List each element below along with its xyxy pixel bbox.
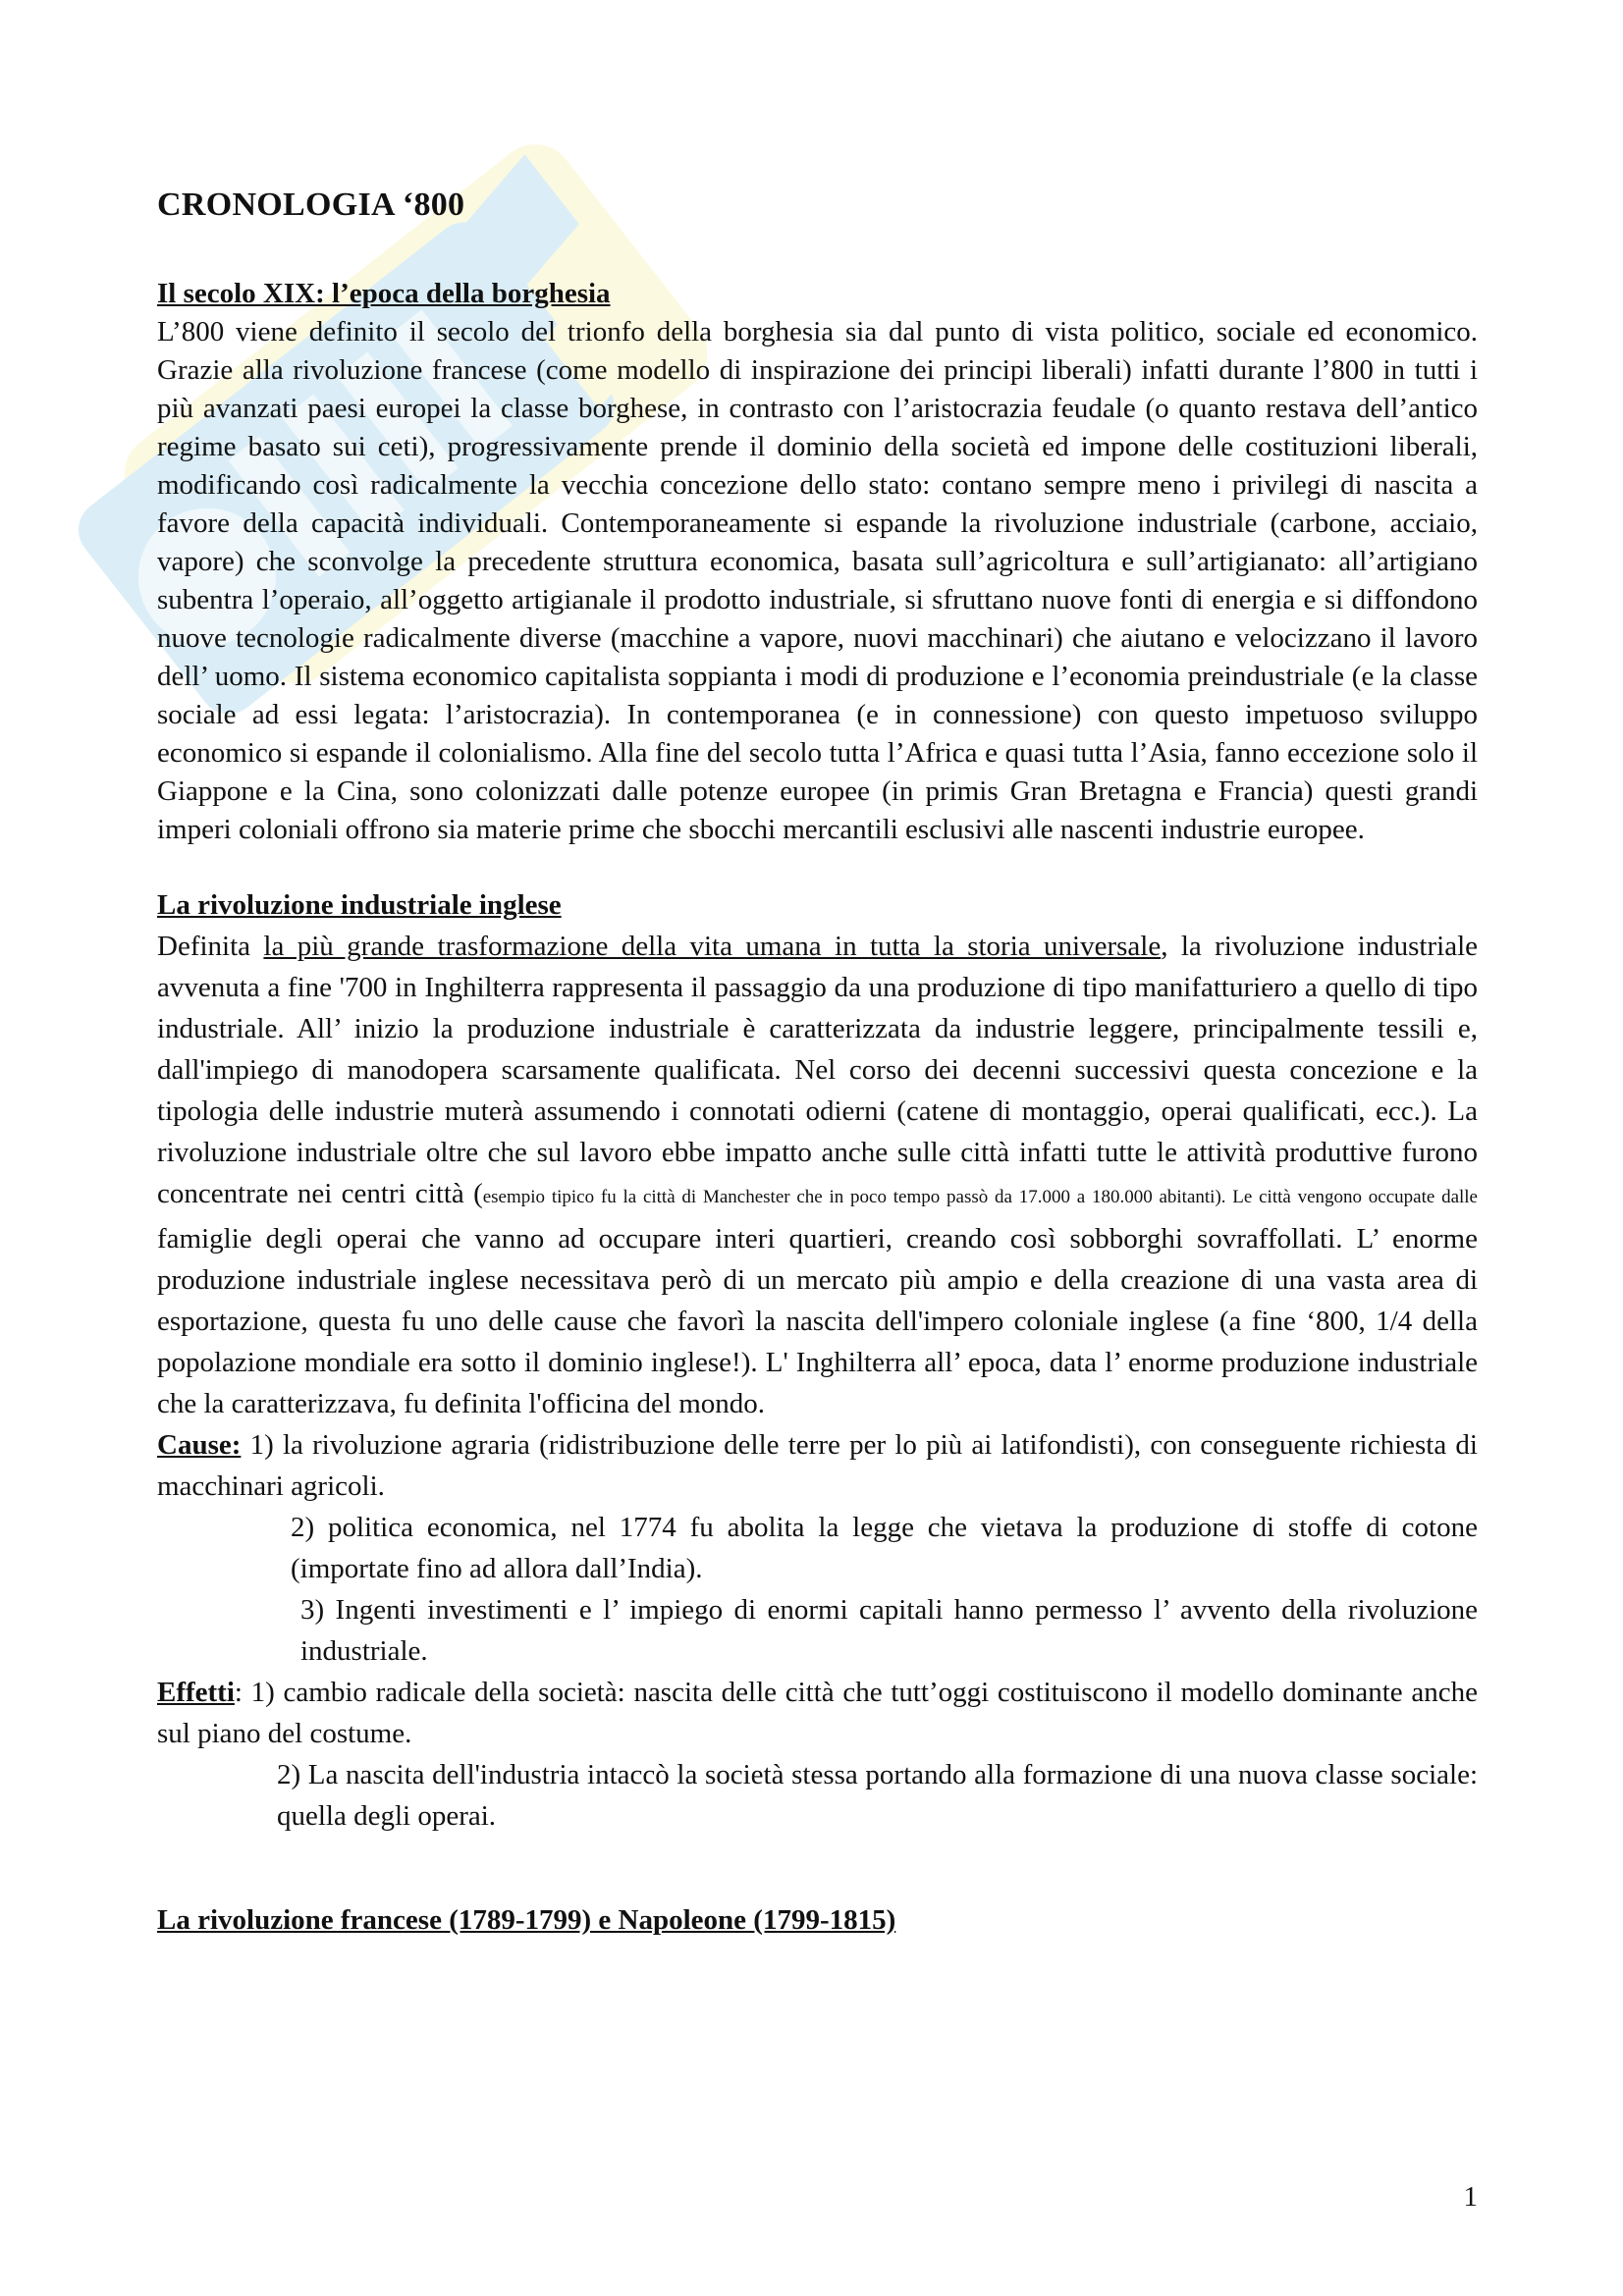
intro-text: , la rivoluzione industriale avvenuta a fine '700 in Inghilterra rappresenta il passaggio da una produzione di tipo manifatturiero a quello di tipo industriale. All’ inizio la produzione industriale è caratterizzata da industrie leggere, principalmente tessili e, dall'impiego di manodopera scarsamente qualificata. Nel corso dei decenni successivi questa concezione e la tipologia delle industrie muterà assumendo i connotati odierni (catene di montaggio, operai qualificati, ecc.). La rivoluzione industriale oltre che sul lavoro ebbe impatto anche sulle città infatti tutte le attività produttive furono concentrate nei centri città ( [157, 931, 1478, 1209]
section-paragraph [157, 926, 1478, 1424]
intro-end: famiglie degli operai che vanno ad occupare interi quartieri, creando così sobborghi sovraffollati. L’ enorme produzione industriale inglese necessitava però di un mercato più ampio e della creazione di una vasta area di esportazione, questa fu uno delle cause che favorì la nascita dell'impero coloniale inglese (a fine ‘800, 1/4 della popolazione mondiale era sotto il dominio inglese!). L' Inghilterra all’ epoca, data l’ enorme produzione industriale che la caratterizzava, fu definita l'officina del mondo. [157, 1223, 1478, 1419]
intro-prefix: Definita [157, 931, 264, 962]
document-title: CRONOLOGIA ‘800 [157, 187, 465, 223]
effects-label: Effetti [157, 1677, 235, 1708]
section-borghesia [157, 275, 1478, 849]
effect-2: 2) La nascita dell'industria intaccò la società stessa portando alla formazione di una nuova classe sociale: quella degli operai. [277, 1759, 1478, 1832]
cause-2: 2) politica economica, nel 1774 fu abolita la legge che vietava la produzione di stoffe di cotone (importate fino ad allora dall’India). [291, 1512, 1478, 1584]
section-rivoluzione-industriale [157, 884, 1478, 1837]
small-note: esempio tipico fu la città di Manchester che in poco tempo passò da 17.000 a 180.000 abitanti). Le città vengono occupate dalle [482, 1187, 1478, 1207]
section-heading: Il secolo XIX: l’epoca della borghesia [157, 278, 611, 309]
document-page [157, 187, 1478, 1940]
causes-paragraph [157, 1424, 1478, 1507]
section-rivoluzione-francese [157, 1901, 1478, 1940]
section-paragraph: L’800 viene definito il secolo del trionfo della borghesia sia dal punto di vista politico, sociale ed economico. Grazie alla rivoluzione francese (come modello di inspirazione dei principi liberali) infatti durante l’800 in tutti i più avanzati paesi europei la classe borghese, in contrasto con l’aristocrazia feudale (o quanto restava dell’antico regime basato sui ceti), progressivamente prende il dominio della società ed impone delle costituzioni liberali, modificando così radicalmente la vecchia concezione dello stato: contano sempre meno i privilegi di nascita a favore della capacità individuali. Contemporaneamente si espande la rivoluzione industriale (carbone, acciaio, vapore) che sconvolge la precedente struttura economica, basata sull’agricoltura e sull’artigianato: all’artigiano subentra l’operaio, all’oggetto artigianale il prodotto industriale, si sfruttano nuove fonti di energia e si diffondono nuove tecnologie radicalmente diverse (macchine a vapore, nuovi macchinari) che aiutano e velocizzano il lavoro dell’ uomo. Il sistema economico capitalista soppianta i modi di produzione e l’economia preindustriale (e la classe sociale ad essi legata: l’aristocrazia). In contemporanea (e in connessione) con questo impetuoso sviluppo economico si espande il colonialismo. Alla fine del secolo tutta l’Africa e quasi tutta l’Asia, fanno eccezione solo il Giappone e la Cina, sono colonizzati dalle potenze europee (in primis Gran Bretagna e Francia) questi grandi imperi coloniali offrono sia materie prime che sbocchi mercantili esclusivi alle nascenti industrie europee. [157, 316, 1478, 845]
cause-3: 3) Ingenti investimenti e l’ impiego di enormi capitali hanno permesso l’ avvento della rivoluzione industriale. [300, 1594, 1478, 1667]
section-heading: La rivoluzione industriale inglese [157, 889, 562, 921]
page-number: 1 [1463, 2181, 1478, 2213]
effect-1: : 1) cambio radicale della società: nascita delle città che tutt’oggi costituiscono il modello dominante anche sul piano del costume. [157, 1677, 1478, 1749]
section-heading: La rivoluzione francese (1789-1799) e Napoleone (1799-1815) [157, 1904, 896, 1936]
cause-1: 1) la rivoluzione agraria (ridistribuzione delle terre per lo più ai latifondisti), con conseguente richiesta di macchinari agricoli. [157, 1429, 1478, 1502]
effects-paragraph [157, 1672, 1478, 1754]
underlined-quote: la più grande trasformazione della vita umana in tutta la storia universale [263, 931, 1162, 962]
causes-label: Cause: [157, 1429, 242, 1461]
